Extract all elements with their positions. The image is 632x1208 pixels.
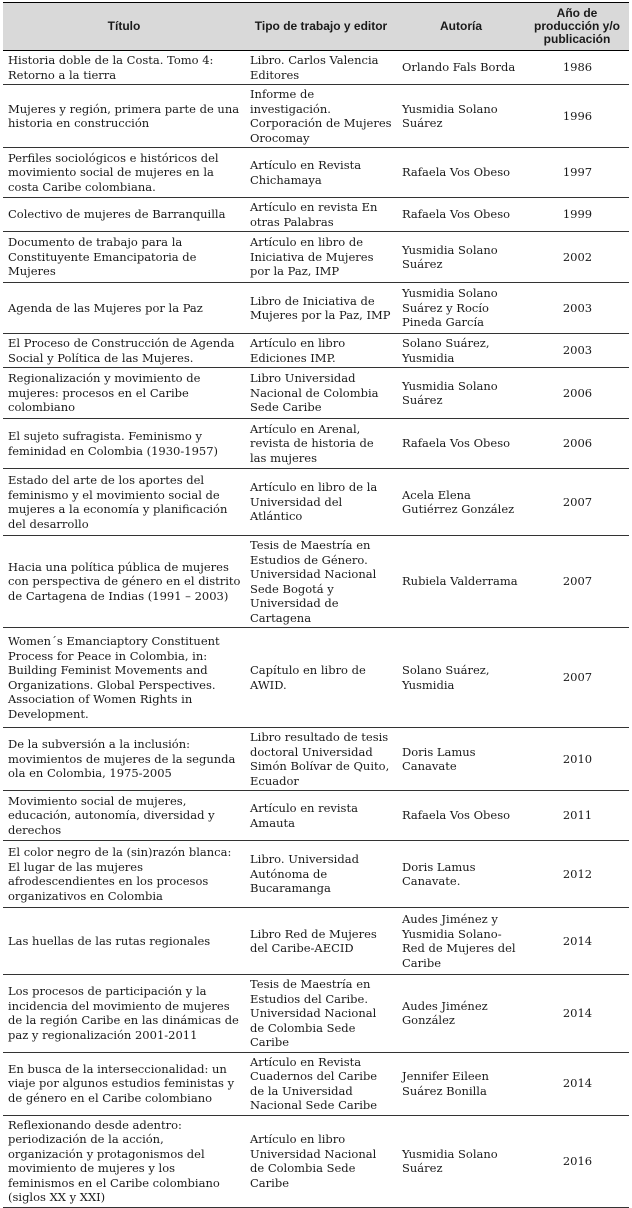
table-row (3, 1052, 629, 1115)
cell-tipo: Libro resultado de tesis doctoral Universidad Simón Bolívar de Quito, Ecuador (245, 728, 397, 791)
cell-tipo: Libro Universidad Nacional de Colombia Sede Caribe (245, 368, 397, 419)
table-row (3, 51, 629, 85)
cell-autoria: Yusmidia Solano Suárez (397, 1115, 525, 1207)
cell-anio: 1999 (525, 198, 629, 232)
header-titulo: Título (3, 3, 245, 51)
cell-anio: 2011 (525, 791, 629, 841)
cell-autoria: Doris Lamus Canavate (397, 728, 525, 791)
cell-autoria: Yusmidia Solano Suárez y Rocío Pineda García (397, 283, 525, 334)
cell-autoria: Solano Suárez, Yusmidia (397, 334, 525, 368)
table-row (3, 469, 629, 536)
cell-titulo: Los procesos de participación y la incidencia del movimiento de mujeres de la región Caribe en las dinámicas de paz y regionalización 2001-2011 (3, 975, 245, 1053)
cell-titulo: Perfiles sociológicos e históricos del movimiento social de mujeres en la costa Caribe colombiana. (3, 148, 245, 198)
cell-autoria: Yusmidia Solano Suárez (397, 368, 525, 419)
table-body (3, 51, 629, 1208)
table-row (3, 975, 629, 1053)
table-row (3, 536, 629, 628)
cell-autoria: Rafaela Vos Obeso (397, 791, 525, 841)
cell-anio: 1986 (525, 51, 629, 85)
cell-tipo: Libro Red de Mujeres del Caribe-AECID (245, 908, 397, 975)
table-row (3, 283, 629, 334)
cell-anio: 2016 (525, 1115, 629, 1207)
cell-tipo: Artículo en libro de Iniciativa de Mujeres por la Paz, IMP (245, 232, 397, 283)
table-row (3, 628, 629, 728)
cell-titulo: Reflexionando desde adentro: periodización de la acción, organización y protagonismos del movimiento de mujeres y los feminismos en el Caribe colombiano (siglos XX y XXI) (3, 1115, 245, 1207)
cell-anio: 2006 (525, 368, 629, 419)
cell-tipo: Capítulo en libro de AWID. (245, 628, 397, 728)
cell-anio: 2014 (525, 1052, 629, 1115)
cell-titulo: Hacia una política pública de mujeres con perspectiva de género en el distrito de Cartagena de Indias (1991 – 2003) (3, 536, 245, 628)
cell-titulo: Documento de trabajo para la Constituyente Emancipatoria de Mujeres (3, 232, 245, 283)
cell-anio: 2007 (525, 469, 629, 536)
table-row (3, 728, 629, 791)
cell-tipo: Libro de Iniciativa de Mujeres por la Paz, IMP (245, 283, 397, 334)
cell-autoria: Yusmidia Solano Suárez (397, 232, 525, 283)
cell-tipo: Artículo en libro Universidad Nacional de Colombia Sede Caribe (245, 1115, 397, 1207)
cell-autoria: Solano Suárez, Yusmidia (397, 628, 525, 728)
table-row (3, 908, 629, 975)
cell-tipo: Artículo en Revista Chichamaya (245, 148, 397, 198)
cell-tipo: Libro. Carlos Valencia Editores (245, 51, 397, 85)
cell-autoria: Rafaela Vos Obeso (397, 198, 525, 232)
cell-anio: 2003 (525, 283, 629, 334)
header-tipo: Tipo de trabajo y editor (245, 3, 397, 51)
header-row (3, 3, 629, 51)
cell-anio: 2007 (525, 628, 629, 728)
cell-tipo: Artículo en libro Ediciones IMP. (245, 334, 397, 368)
table-header (3, 3, 629, 51)
cell-autoria: Rafaela Vos Obeso (397, 419, 525, 469)
cell-tipo: Artículo en libro de la Universidad del Atlántico (245, 469, 397, 536)
header-anio: Año de producción y/o publicación (525, 3, 629, 51)
table-row (3, 791, 629, 841)
cell-tipo: Artículo en revista Amauta (245, 791, 397, 841)
cell-autoria: Acela Elena Gutiérrez González (397, 469, 525, 536)
cell-tipo: Tesis de Maestría en Estudios del Caribe. Universidad Nacional de Colombia Sede Caribe (245, 975, 397, 1053)
cell-anio: 2010 (525, 728, 629, 791)
table-row (3, 368, 629, 419)
cell-titulo: El Proceso de Construcción de Agenda Social y Política de las Mujeres. (3, 334, 245, 368)
cell-autoria: Rafaela Vos Obeso (397, 148, 525, 198)
cell-titulo: Historia doble de la Costa. Tomo 4: Retorno a la tierra (3, 51, 245, 85)
cell-anio: 2012 (525, 841, 629, 908)
cell-titulo: Colectivo de mujeres de Barranquilla (3, 198, 245, 232)
table-row (3, 419, 629, 469)
cell-titulo: Mujeres y región, primera parte de una historia en construcción (3, 85, 245, 148)
cell-tipo: Artículo en Revista Cuadernos del Caribe de la Universidad Nacional Sede Caribe (245, 1052, 397, 1115)
cell-titulo: Regionalización y movimiento de mujeres: procesos en el Caribe colombiano (3, 368, 245, 419)
cell-titulo: El color negro de la (sin)razón blanca: El lugar de las mujeres afrodescendientes en los procesos organizativos en Colombia (3, 841, 245, 908)
cell-titulo: Estado del arte de los aportes del feminismo y el movimiento social de mujeres a la economía y planificación del desarrollo (3, 469, 245, 536)
cell-tipo: Tesis de Maestría en Estudios de Género. Universidad Nacional Sede Bogotá y Universidad de Cartagena (245, 536, 397, 628)
cell-titulo: Movimiento social de mujeres, educación, autonomía, diversidad y derechos (3, 791, 245, 841)
cell-tipo: Libro. Universidad Autónoma de Bucaramanga (245, 841, 397, 908)
table-row (3, 841, 629, 908)
cell-tipo: Artículo en revista En otras Palabras (245, 198, 397, 232)
cell-titulo: En busca de la interseccionalidad: un viaje por algunos estudios feministas y de género en el Caribe colombiano (3, 1052, 245, 1115)
table-row (3, 1115, 629, 1207)
cell-anio: 2014 (525, 975, 629, 1053)
cell-anio: 2006 (525, 419, 629, 469)
cell-autoria: Audes Jiménez y Yusmidia Solano-Red de Mujeres del Caribe (397, 908, 525, 975)
publications-table (3, 2, 629, 1208)
cell-titulo: El sujeto sufragista. Feminismo y feminidad en Colombia (1930-1957) (3, 419, 245, 469)
cell-titulo: Agenda de las Mujeres por la Paz (3, 283, 245, 334)
table-row (3, 85, 629, 148)
cell-anio: 2007 (525, 536, 629, 628)
table-row (3, 232, 629, 283)
cell-titulo: Women´s Emanciaptory Constituent Process for Peace in Colombia, in: Building Feminist Movements and Organizations. Global Perspectives. Association of Women Rights in Development. (3, 628, 245, 728)
cell-anio: 2014 (525, 908, 629, 975)
cell-anio: 2003 (525, 334, 629, 368)
cell-autoria: Rubiela Valderrama (397, 536, 525, 628)
cell-anio: 2002 (525, 232, 629, 283)
cell-autoria: Audes Jiménez González (397, 975, 525, 1053)
cell-titulo: De la subversión a la inclusión: movimientos de mujeres de la segunda ola en Colombia, 1975-2005 (3, 728, 245, 791)
header-autoria: Autoría (397, 3, 525, 51)
cell-anio: 1997 (525, 148, 629, 198)
cell-autoria: Jennifer Eileen Suárez Bonilla (397, 1052, 525, 1115)
table-row (3, 148, 629, 198)
cell-autoria: Orlando Fals Borda (397, 51, 525, 85)
table-row (3, 198, 629, 232)
cell-anio: 1996 (525, 85, 629, 148)
cell-autoria: Yusmidia Solano Suárez (397, 85, 525, 148)
cell-tipo: Informe de investigación. Corporación de Mujeres Orocomay (245, 85, 397, 148)
table-row (3, 334, 629, 368)
cell-tipo: Artículo en Arenal, revista de historia de las mujeres (245, 419, 397, 469)
cell-autoria: Doris Lamus Canavate. (397, 841, 525, 908)
cell-titulo: Las huellas de las rutas regionales (3, 908, 245, 975)
